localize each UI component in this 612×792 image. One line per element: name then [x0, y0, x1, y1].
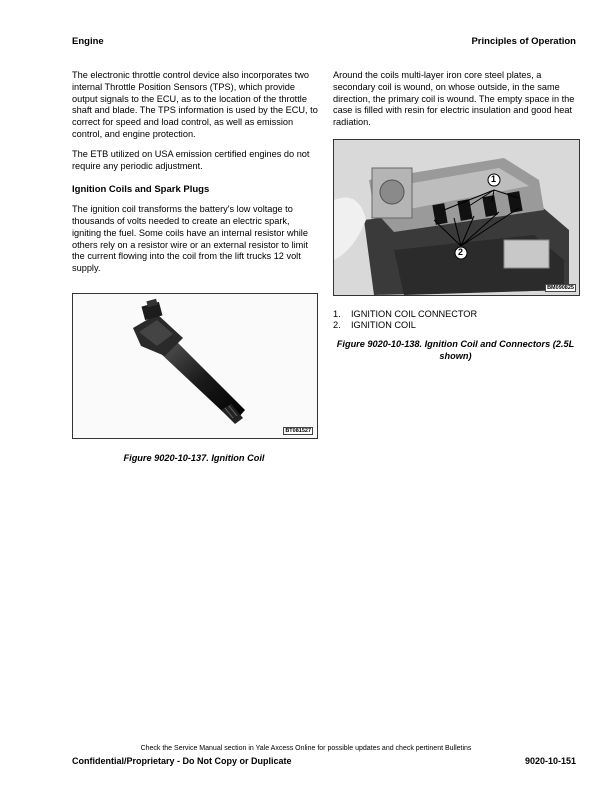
figure-code-label: BM090825 — [547, 285, 574, 291]
callout-1: 1 — [491, 174, 497, 184]
legend-text: IGNITION COIL — [351, 319, 416, 330]
callout-2: 2 — [458, 247, 464, 257]
legend-text: IGNITION COIL CONNECTOR — [351, 309, 478, 319]
paragraph-tps: The electronic throttle control device also incorporates two internal Throttle Position Sensors (TPS), which provide output signals to the ECU, as to the location of the throttle shaft and blade. The TPS information is used by the ECU, to correct for speed and load control, as well as emission control, and engine protection. — [72, 70, 318, 139]
engine-image — [334, 140, 579, 295]
header-chapter-title: Principles of Operation — [471, 36, 576, 47]
ignition-coil-figure — [72, 293, 318, 439]
right-column — [333, 70, 579, 137]
legend-item — [333, 309, 477, 320]
footer-note: Check the Service Manual section in Yale Axcess Online for possible updates and check pertinent Bulletins — [140, 745, 472, 752]
footer-confidential: Confidential/Proprietary - Do Not Copy or Duplicate — [72, 756, 292, 766]
legend-number: 2. — [333, 319, 341, 330]
header-section-title: Engine — [72, 36, 104, 47]
paragraph-etb: The ETB utilized on USA emission certified engines do not require any periodic adjustment. — [72, 148, 310, 171]
legend-item — [333, 320, 477, 331]
page-number: 9020-10-151 — [524, 756, 576, 766]
figure-legend — [333, 309, 477, 330]
engine-coils-figure — [333, 139, 580, 296]
legend-number: 1. — [333, 309, 341, 319]
paragraph-ignition-coil: The ignition coil transforms the battery's low voltage to thousands of volts needed to create an electric spark, igniting the fuel. Some coils have an internal resistor while others rely on a resistor wire or an external resistor to limit the current flowing into the coil from the lift trucks 12 volt supply. — [72, 204, 308, 274]
paragraph-coil-construction: Around the coils multi-layer iron core steel plates, a secondary coil is wound, on whose outside, in the same direction, the primary coil is wound. The empty space in the case is filled with resin for electric insulation and good heat radiation. — [333, 70, 575, 128]
ignition-coil-image — [73, 294, 317, 438]
figure-caption-ignition-coil: Figure 9020-10-137. Ignition Coil — [123, 453, 265, 463]
figure-code-label: BT081527 — [285, 428, 311, 434]
left-column — [72, 70, 318, 283]
section-heading-ignition: Ignition Coils and Spark Plugs — [72, 184, 210, 196]
figure-caption-coil-connectors: Figure 9020-10-138. Ignition Coil and Connectors (2.5L shown) — [336, 339, 575, 361]
